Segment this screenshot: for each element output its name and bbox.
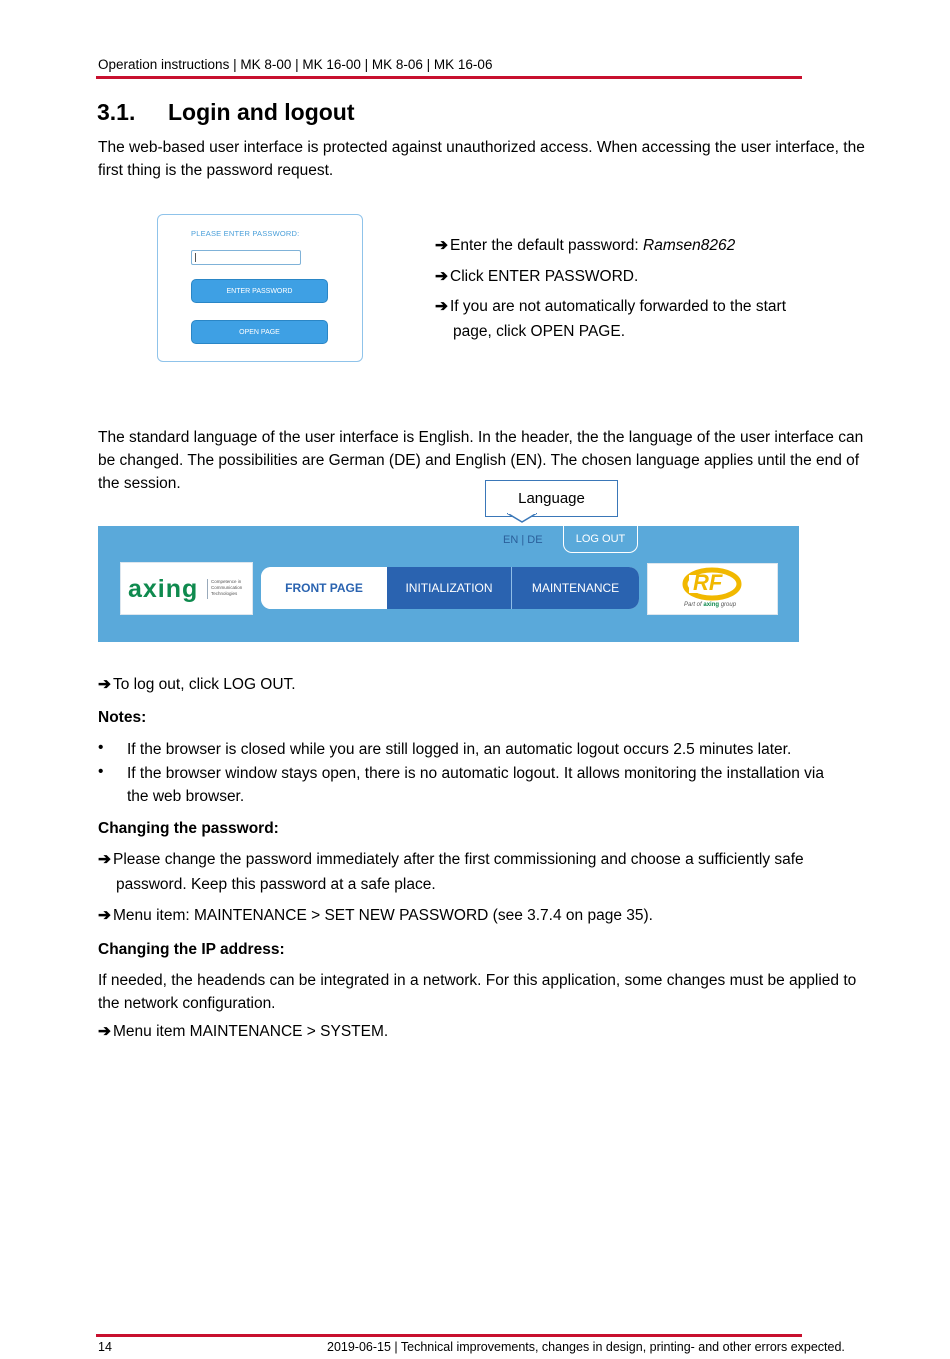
note-bullet-2: If the browser window stays open, there is no automatic logout. It allows monitoring the installation via: [127, 765, 825, 782]
bullet-dot: •: [98, 739, 104, 756]
page-number: 14: [98, 1340, 112, 1354]
bullet-dot: •: [98, 763, 104, 780]
footer-note: 2019-06-15 | Technical improvements, changes in design, printing- and other errors expected.: [327, 1340, 845, 1354]
step-click-enter: [435, 265, 638, 288]
intro-line-1: The web-based user interface is protected against unauthorized access. When accessing the user interface, the: [98, 139, 865, 156]
password-step-1: [98, 848, 804, 871]
intro-line-2: first thing is the password request.: [98, 162, 334, 179]
section-number: 3.1.: [97, 99, 136, 125]
ip-step: [98, 1020, 388, 1043]
password-step-1-cont: password. Keep this password at a safe place.: [116, 876, 436, 893]
note-bullet-2-cont: the web browser.: [127, 788, 245, 805]
arrow-icon: ➔: [435, 298, 448, 315]
callout-pointer: [507, 513, 537, 523]
open-page-button[interactable]: OPEN PAGE: [191, 320, 328, 344]
header-rule: [96, 76, 802, 79]
ip-heading: Changing the IP address:: [98, 941, 285, 958]
step-text: If you are not automatically forwarded to the start: [450, 298, 787, 315]
rf-tagline: Part of axing group: [684, 602, 737, 608]
axing-logo: [120, 562, 253, 615]
password-heading: Changing the password:: [98, 820, 279, 837]
notes-heading: Notes:: [98, 709, 147, 726]
ip-line-1: If needed, the headends can be integrated in a network. For this application, some changes must be applied to: [98, 972, 857, 989]
step-text: Enter the default password:: [450, 237, 644, 254]
language-line-3: the session.: [98, 475, 181, 492]
step-text: Menu item MAINTENANCE > SYSTEM.: [113, 1023, 389, 1040]
tab-maintenance[interactable]: MAINTENANCE: [512, 567, 639, 609]
step-text: Click ENTER PASSWORD.: [450, 268, 639, 285]
password-step-2: [98, 904, 653, 927]
password-input[interactable]: [191, 250, 301, 265]
main-nav: [261, 567, 639, 609]
section-title: Login and logout: [168, 99, 355, 125]
step-open-page-cont: page, click OPEN PAGE.: [453, 323, 625, 340]
note-bullet-1: If the browser is closed while you are still logged in, an automatic logout occurs 2.5 minutes later.: [127, 741, 792, 758]
rf-letters: RF: [693, 570, 723, 595]
login-dialog: [157, 214, 363, 362]
password-prompt-label: PLEASE ENTER PASSWORD:: [191, 229, 300, 238]
language-line-1: The standard language of the user interface is English. In the header, the the language of the user interface can: [98, 429, 864, 446]
logo-divider: [207, 579, 208, 599]
default-password: Ramsen8262: [643, 237, 736, 254]
step-enter-password: [435, 234, 735, 257]
enter-password-button[interactable]: ENTER PASSWORD: [191, 279, 328, 303]
step-text: Menu item: MAINTENANCE > SET NEW PASSWORD (see 3.7.4 on page 35).: [113, 907, 653, 924]
logout-step: [98, 673, 296, 696]
arrow-icon: ➔: [98, 907, 111, 924]
step-open-page: [435, 295, 786, 318]
running-header: Operation instructions | MK 8-00 | MK 16-00 | MK 8-06 | MK 16-06: [98, 57, 493, 72]
rf-logo: [647, 563, 778, 615]
language-callout: Language: [485, 480, 618, 517]
language-line-2: be changed. The possibilities are German (DE) and English (EN). The chosen language applies until the end of: [98, 452, 860, 469]
tab-initialization[interactable]: INITIALIZATION: [387, 567, 512, 609]
step-text: To log out, click LOG OUT.: [113, 676, 296, 693]
arrow-icon: ➔: [435, 237, 448, 254]
arrow-icon: ➔: [98, 1023, 111, 1040]
step-text: Please change the password immediately after the first commissioning and choose a sufficiently safe: [113, 851, 804, 868]
arrow-icon: ➔: [98, 851, 111, 868]
arrow-icon: ➔: [435, 268, 448, 285]
tab-front-page[interactable]: FRONT PAGE: [261, 567, 387, 609]
logout-button[interactable]: LOG OUT: [563, 526, 638, 553]
text-caret: [195, 253, 196, 262]
axing-tagline: Competence in Communication Technologies: [211, 579, 243, 596]
axing-wordmark: axing: [128, 575, 199, 603]
footer-rule: [96, 1334, 802, 1337]
ip-line-2: the network configuration.: [98, 995, 276, 1012]
language-switch[interactable]: EN | DE: [503, 534, 543, 546]
arrow-icon: ➔: [98, 676, 111, 693]
